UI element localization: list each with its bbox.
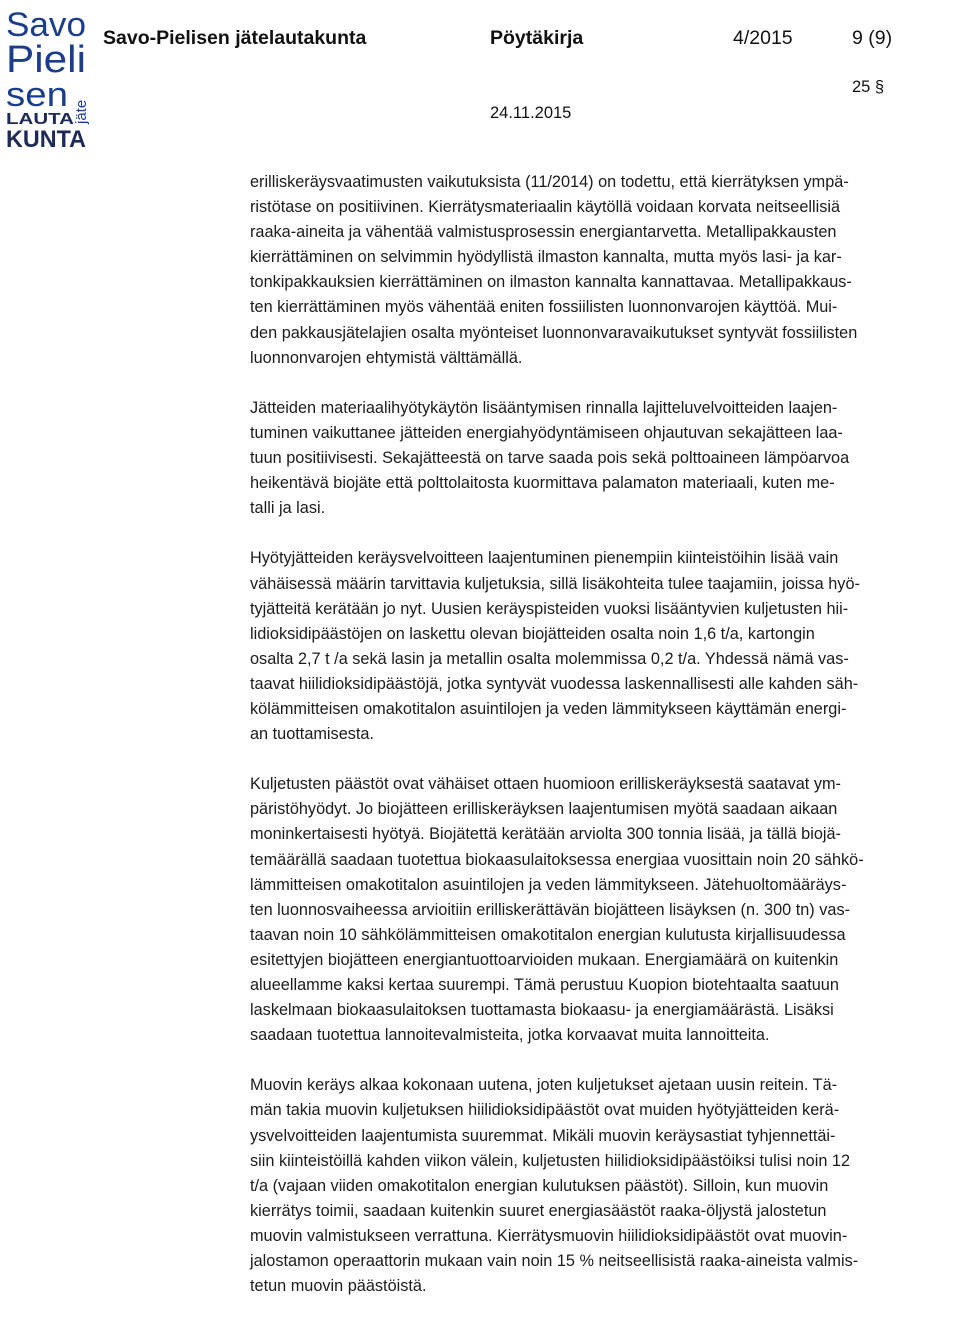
- logo-word-pieli: Pieli: [6, 39, 87, 81]
- text-line: kölämmitteisen omakotitalon asuintilojen ja veden lämmitykseen käyttämän energi-: [250, 699, 847, 718]
- text-line: talli ja lasi.: [250, 499, 326, 518]
- text-line: kierrättäminen on selvimmin hyödyllistä ilmaston kannalta, mutta myös lasi- ja kar-: [250, 248, 842, 267]
- paragraph: [250, 546, 960, 747]
- text-line: saadaan tuotettua lannoitevalmisteita, jotka korvaavat muita lannoitteita.: [250, 1026, 770, 1045]
- logo-word-kunta: KUNTA: [6, 126, 86, 148]
- text-line: tonkipakkauksien kierrättäminen on ilmaston kannalta kannattavaa. Metallipakkaus-: [250, 273, 852, 292]
- text-line: esitettyjen biojätteen energiantuottoarvioiden mukaan. Energiamäärä on kuitenkin: [250, 950, 839, 969]
- text-line: kierrätys toimii, saadaan kuitenkin suuret energiasäästöt raaka-öljystä jalostetun: [250, 1201, 827, 1220]
- header-section-number: 25 §: [852, 78, 885, 96]
- text-line: ysvelvoitteiden laajentumista suuremmat. Mikäli muovin keräysastiat tyhjennettäi-: [250, 1126, 836, 1145]
- organization-logo: [6, 6, 92, 148]
- text-line: lidioksidipäästöjen on laskettu olevan biojätteiden osalta noin 1,6 t/a, kartongin: [250, 624, 815, 643]
- text-line: laskelmaan biokaasulaitoksen tuottamasta biokaasu- ja energiamäärästä. Lisäksi: [250, 1001, 834, 1020]
- logo-word-lauta: LAUTA: [6, 111, 75, 128]
- text-line: tetun muovin päästöistä.: [250, 1277, 427, 1296]
- logo-word-savo: Savo: [6, 6, 86, 44]
- text-line: vähäisessä määrin tarvittavia kuljetuksia, sillä lisäkohteita tulee taajamiin, joissa hyö-: [250, 574, 860, 593]
- text-line: tyjätteitä kerätään jo nyt. Uusien keräyspisteiden vuoksi lisääntyvien kuljetusten hii-: [250, 599, 849, 618]
- paragraph: [250, 772, 960, 1048]
- text-line: tuun positiivisesti. Sekajätteestä on tarve saada pois sekä polttoaineen lämpöarvoa: [250, 449, 850, 468]
- header-organization: Savo-Pielisen jätelautakunta: [103, 27, 367, 49]
- logo-word-sen: sen: [6, 76, 68, 114]
- text-line: t/a (vajaan viiden omakotitalon energian kulutuksen päästöt). Silloin, kun muovin: [250, 1176, 829, 1195]
- text-line: siin kiinteistöillä kahden viikon välein, kuljetusten hiilidioksidipäästöiksi tulisi noin 12: [250, 1151, 851, 1170]
- header-document-type: Pöytäkirja: [490, 27, 584, 49]
- text-line: temäärällä saadaan tuotettua biokaasulaitoksessa energiaa vuosittain noin 20 sähkö-: [250, 850, 864, 869]
- paragraph: [250, 170, 960, 371]
- text-line: moninkertaisesti hyötyä. Biojätettä kerätään arviolta 300 tonnia lisää, ja tällä biojä-: [250, 825, 841, 844]
- text-line: an tuottamisesta.: [250, 725, 374, 744]
- text-line: erilliskeräysvaatimusten vaikutuksista (11/2014) on todettu, että kierrätyksen ympä-: [250, 173, 849, 191]
- text-line: ten kierrättäminen myös vähentää eniten fossiilisten luonnonvarojen käyttöä. Mui-: [250, 298, 838, 317]
- text-line: män takia muovin kuljetuksen hiilidioksidipäästöt ovat muiden hyötyjätteiden kerä-: [250, 1101, 840, 1120]
- text-line: lämmitteisen omakotitalon asuintilojen ja veden lämmitykseen. Jätehuoltomääräys-: [250, 875, 847, 894]
- text-line: Muovin keräys alkaa kokonaan uutena, joten kuljetukset ajetaan uusin reitein. Tä-: [250, 1076, 838, 1095]
- logo-graphic: [6, 6, 92, 148]
- text-line: jalostamon operaattorin mukaan vain noin 15 % neitseellisistä raaka-aineista valmis-: [250, 1252, 859, 1271]
- text-line: muovin valmistukseen verrattuna. Kierrätysmuovin hiilidioksidipäästöt ovat muovin-: [250, 1226, 848, 1245]
- header-page-number: 9 (9): [852, 27, 893, 49]
- text-line: ristötase on positiivinen. Kierrätysmateriaalin käytöllä voidaan korvata neitseellisiä: [250, 198, 841, 217]
- text-line: tuminen vaikuttanee jätteiden energiahyödyntämiseen ohjautuvan sekajätteen laa-: [250, 423, 843, 442]
- header-date: 24.11.2015: [490, 104, 572, 122]
- document-body: [250, 170, 960, 1324]
- text-line: päristöhyödyt. Jo biojätteen erilliskeräyksen laajentumisen myötä saadaan aikaan: [250, 800, 838, 819]
- text-line: ten luonnosvaiheessa arvioitiin erilliskerättävän biojätteen lisäyksen (n. 300 tn) vas-: [250, 900, 851, 919]
- header-document-number: 4/2015: [733, 27, 793, 49]
- text-line: alueellamme kaksi kertaa suurempi. Tämä perustuu Kuopion biotehtaalta saatuun: [250, 976, 839, 994]
- text-line: Hyötyjätteiden keräysvelvoitteen laajentuminen pienempiin kiinteistöihin lisää vain: [250, 549, 839, 568]
- text-line: heikentävä biojäte että polttolaitosta kuormittava palamaton materiaali, kuten me-: [250, 474, 835, 493]
- text-line: taavat hiilidioksidipäästöjä, jotka syntyvät vuodessa laskennallisesti alle kahden säh-: [250, 674, 859, 693]
- text-line: den pakkausjätelajien osalta myönteiset luonnonvaravaikutukset syntyvät fossiilisten: [250, 323, 858, 342]
- paragraph: [250, 1073, 960, 1299]
- paragraph: [250, 396, 960, 521]
- text-line: taavan noin 10 sähkölämmitteisen omakotitalon energian kulutusta kirjallisuudessa: [250, 925, 846, 944]
- text-line: Jätteiden materiaalihyötykäytön lisääntymisen rinnalla lajitteluvelvoitteiden laajen-: [250, 398, 838, 417]
- text-line: Kuljetusten päästöt ovat vähäiset ottaen huomioon erilliskeräyksestä saatavat ym-: [250, 775, 841, 794]
- text-line: raaka-aineita ja vähentää valmistusprosessin energiantarvetta. Metallipakkausten: [250, 223, 837, 242]
- text-line: osalta 2,7 t /a sekä lasin ja metallin osalta molemmissa 0,2 t/a. Yhdessä nämä vas-: [250, 649, 849, 668]
- logo-word-jate: jäte: [73, 99, 90, 124]
- text-line: luonnonvarojen ehtymistä välttämällä.: [250, 348, 523, 367]
